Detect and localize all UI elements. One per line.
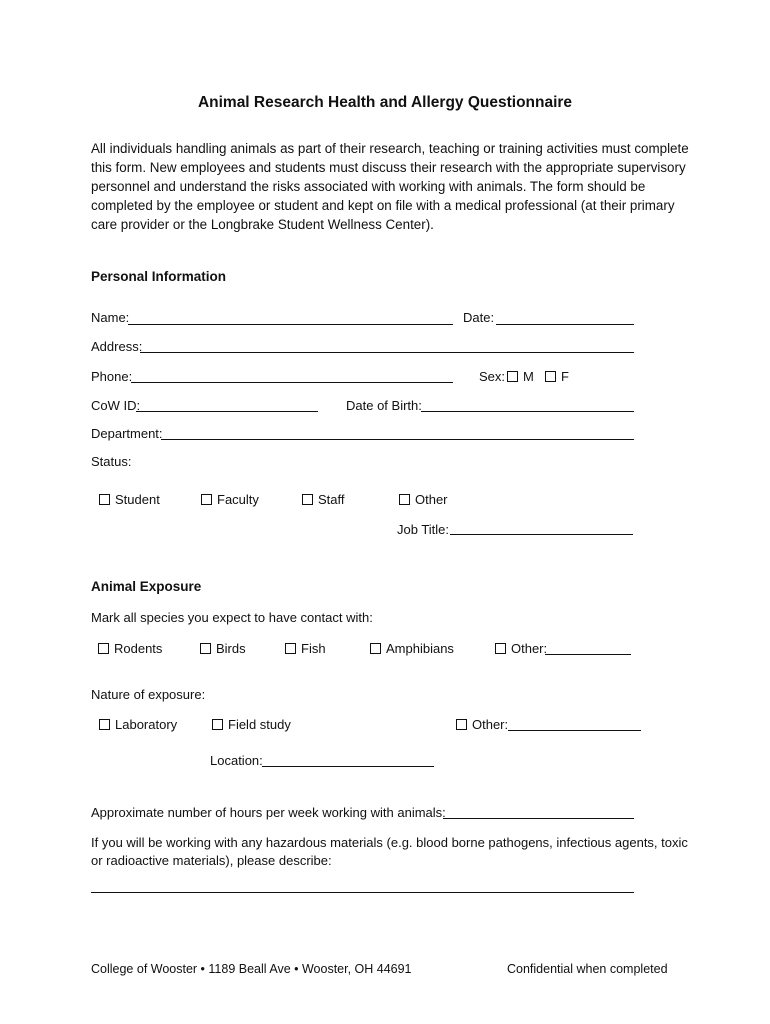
status-faculty-label: Faculty bbox=[217, 492, 259, 507]
species-amphibians-option[interactable] bbox=[370, 641, 454, 656]
checkbox-icon[interactable] bbox=[399, 494, 410, 505]
checkbox-icon[interactable] bbox=[99, 719, 110, 730]
hours-field[interactable] bbox=[443, 818, 634, 819]
species-rodents-option[interactable] bbox=[98, 641, 162, 656]
checkbox-icon[interactable] bbox=[456, 719, 467, 730]
page-title: Animal Research Health and Allergy Questionnaire bbox=[197, 94, 573, 111]
location-label: Location: bbox=[210, 753, 263, 768]
address-field[interactable] bbox=[140, 352, 634, 353]
nature-other-field[interactable] bbox=[508, 730, 641, 731]
department-label: Department: bbox=[91, 426, 163, 441]
nature-laboratory-option[interactable] bbox=[99, 717, 177, 732]
species-prompt: Mark all species you expect to have contact with: bbox=[91, 610, 373, 625]
footer-address: College of Wooster • 1189 Beall Ave • Wooster, OH 44691 bbox=[91, 962, 412, 976]
nature-field-study-label: Field study bbox=[228, 717, 291, 732]
sex-label: Sex: bbox=[479, 369, 506, 384]
species-rodents-label: Rodents bbox=[114, 641, 163, 656]
checkbox-icon[interactable] bbox=[545, 371, 556, 382]
species-amphibians-label: Amphibians bbox=[386, 641, 454, 656]
sex-female-option[interactable] bbox=[545, 369, 569, 384]
address-label: Address: bbox=[91, 339, 143, 354]
animal-exposure-heading: Animal Exposure bbox=[91, 579, 202, 594]
cow-id-label: CoW ID: bbox=[91, 398, 141, 413]
species-other-label: Other: bbox=[511, 641, 548, 656]
status-other-option[interactable] bbox=[399, 492, 448, 507]
sex-male-option[interactable] bbox=[507, 369, 534, 384]
species-birds-option[interactable] bbox=[200, 641, 246, 656]
status-staff-label: Staff bbox=[318, 492, 345, 507]
checkbox-icon[interactable] bbox=[285, 643, 296, 654]
job-title-label: Job Title: bbox=[397, 522, 450, 537]
status-label: Status: bbox=[91, 454, 132, 469]
status-staff-option[interactable] bbox=[302, 492, 345, 507]
nature-other-label: Other: bbox=[472, 717, 509, 732]
dob-field[interactable] bbox=[421, 411, 634, 412]
hazard-prompt: If you will be working with any hazardous materials (e.g. blood borne pathogens, infectious agents, toxic or radioactive materials), please describe: bbox=[91, 835, 688, 868]
nature-other-option[interactable] bbox=[456, 717, 508, 732]
hours-label: Approximate number of hours per week working with animals: bbox=[91, 805, 446, 820]
checkbox-icon[interactable] bbox=[201, 494, 212, 505]
dob-label: Date of Birth: bbox=[346, 398, 422, 413]
name-field[interactable] bbox=[128, 324, 453, 325]
species-fish-option[interactable] bbox=[285, 641, 326, 656]
species-birds-label: Birds bbox=[216, 641, 246, 656]
nature-field-study-option[interactable] bbox=[212, 717, 291, 732]
checkbox-icon[interactable] bbox=[302, 494, 313, 505]
personal-info-heading: Personal Information bbox=[91, 269, 227, 284]
date-field[interactable] bbox=[496, 324, 634, 325]
status-student-label: Student bbox=[115, 492, 160, 507]
status-faculty-option[interactable] bbox=[201, 492, 259, 507]
checkbox-icon[interactable] bbox=[507, 371, 518, 382]
checkbox-icon[interactable] bbox=[212, 719, 223, 730]
sex-female-label: F bbox=[561, 369, 569, 384]
hazard-description-field[interactable] bbox=[91, 892, 634, 893]
phone-label: Phone: bbox=[91, 369, 133, 384]
sex-male-label: M bbox=[523, 369, 534, 384]
department-field[interactable] bbox=[161, 439, 634, 440]
species-fish-label: Fish bbox=[301, 641, 326, 656]
species-other-option[interactable] bbox=[495, 641, 547, 656]
status-other-label: Other bbox=[415, 492, 448, 507]
name-label: Name: bbox=[91, 310, 130, 325]
checkbox-icon[interactable] bbox=[200, 643, 211, 654]
cow-id-field[interactable] bbox=[136, 411, 318, 412]
job-title-field[interactable] bbox=[450, 534, 633, 535]
footer-confidential: Confidential when completed bbox=[507, 962, 668, 976]
checkbox-icon[interactable] bbox=[98, 643, 109, 654]
intro-paragraph: All individuals handling animals as part of their research, teaching or training activities must complete this form. New employees and students must discuss their research with the appropriate supervisory personnel and understand the risks associated with working with animals. The form should be completed by the employee or student and kept on file with a medical professional (at their primary care provider or the Longbrake Student Wellness Center). bbox=[91, 141, 689, 232]
location-field[interactable] bbox=[262, 766, 434, 767]
checkbox-icon[interactable] bbox=[495, 643, 506, 654]
date-label: Date: bbox=[463, 310, 495, 325]
nature-prompt: Nature of exposure: bbox=[91, 687, 206, 702]
checkbox-icon[interactable] bbox=[370, 643, 381, 654]
nature-laboratory-label: Laboratory bbox=[115, 717, 178, 732]
status-student-option[interactable] bbox=[99, 492, 160, 507]
species-other-field[interactable] bbox=[545, 654, 631, 655]
phone-field[interactable] bbox=[131, 382, 453, 383]
checkbox-icon[interactable] bbox=[99, 494, 110, 505]
